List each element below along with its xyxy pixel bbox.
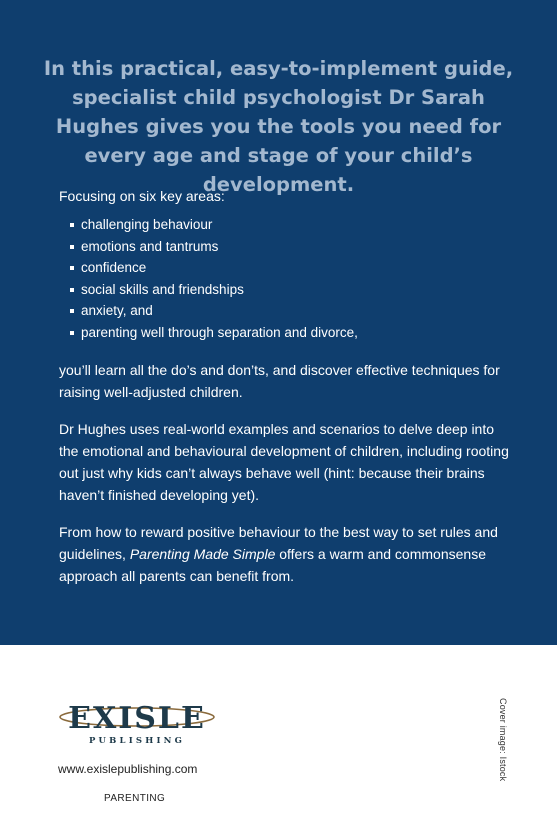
bullet-icon	[70, 266, 74, 270]
logo-word: EXISLE	[68, 701, 206, 736]
bullet-icon	[70, 245, 74, 249]
paragraph-examples: Dr Hughes uses real-world examples and scenarios to delve deep into the emotional and behavioural development of children, including rooting out just why kids can’t always behave well (hint: because their brains haven’t finished developing yet).	[59, 420, 509, 503]
cover-image-credit: Cover image: Istock	[498, 698, 508, 782]
list-item	[59, 322, 509, 344]
bullet-icon	[70, 331, 74, 335]
publisher-website: www.exislepublishing.com	[58, 762, 198, 776]
exisle-publishing-logo	[57, 690, 217, 748]
list-item-text: parenting well through separation and divorce,	[81, 324, 358, 340]
list-item	[59, 300, 509, 322]
list-item-text: emotions and tantrums	[81, 238, 219, 254]
list-item-text: anxiety, and	[81, 303, 153, 319]
blurb-body	[59, 185, 509, 587]
bullet-icon	[70, 309, 74, 313]
list-item-text: challenging behaviour	[81, 217, 213, 232]
bullet-icon	[70, 288, 74, 292]
paragraph-approach	[59, 521, 509, 587]
list-item-text: social skills and friendships	[81, 281, 244, 297]
key-areas-intro: Focusing on six key areas:	[59, 188, 225, 204]
paragraph-learn: you’ll learn all the do’s and don’ts, and discover effective techniques for raising well-adjusted children.	[59, 361, 500, 400]
headline: In this practical, easy-to-implement guide, specialist child psychologist Dr Sarah Hughes gives you the tools you need for every age and stage of your child’s development.	[43, 57, 514, 196]
list-item	[59, 279, 509, 301]
paragraph-approach-end: offers a warm and commonsense approach all parents can benefit from.	[59, 545, 486, 584]
key-areas-list	[59, 214, 509, 344]
list-item	[59, 214, 509, 236]
book-title: Parenting Made Simple	[129, 545, 276, 562]
list-item	[59, 236, 509, 258]
logo-sub: PUBLISHING	[88, 736, 186, 746]
bullet-icon	[70, 223, 74, 227]
list-item	[59, 257, 509, 279]
category-label: PARENTING	[104, 793, 166, 804]
list-item-text: confidence	[81, 260, 147, 276]
paragraph-approach-start: From how to reward positive behaviour to the best way to set rules and guidelines,	[59, 523, 498, 562]
